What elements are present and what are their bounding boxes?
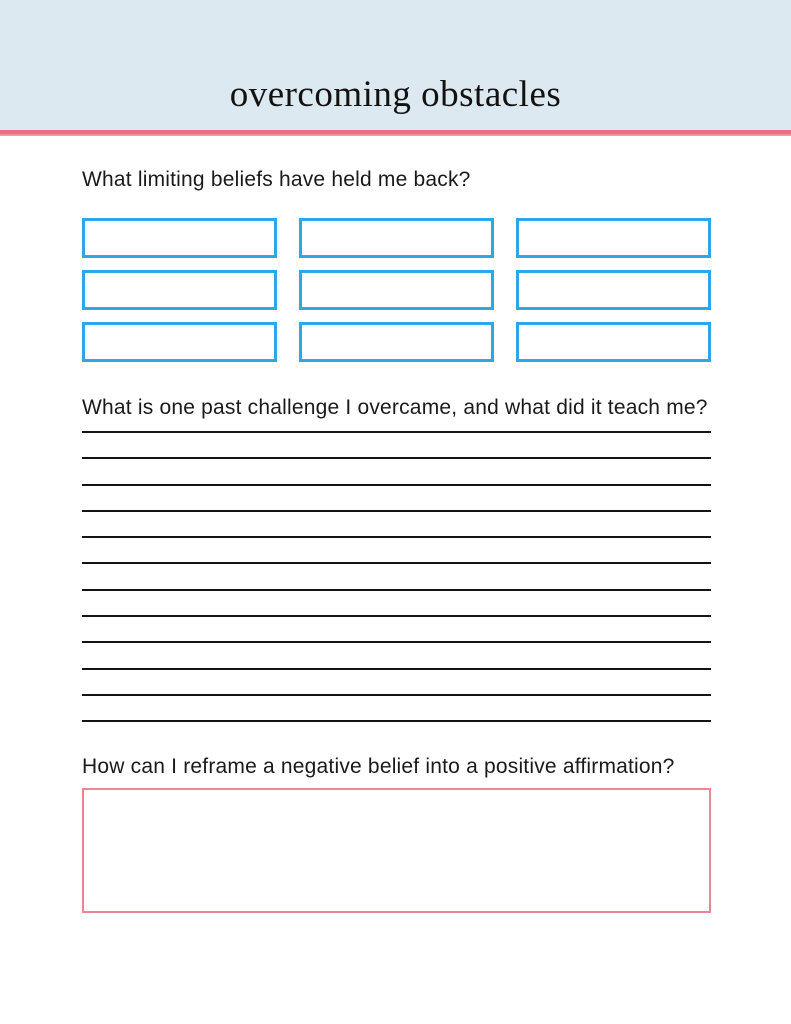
section-reframe [82,753,711,913]
belief-input-box[interactable] [82,322,277,362]
belief-input-box[interactable] [516,322,711,362]
belief-input-box[interactable] [516,218,711,258]
belief-input-box[interactable] [299,322,494,362]
question-past-challenge: What is one past challenge I overcame, and what did it teach me? [82,396,708,419]
writing-line[interactable] [82,457,711,483]
writing-line[interactable] [82,720,711,746]
writing-line[interactable] [82,536,711,562]
worksheet-content [0,166,791,913]
writing-line[interactable] [82,562,711,588]
belief-box-grid [82,218,711,362]
writing-line[interactable] [82,431,711,457]
section-limiting-beliefs [82,166,711,362]
belief-input-box[interactable] [82,270,277,310]
belief-input-box[interactable] [299,218,494,258]
belief-input-box[interactable] [299,270,494,310]
writing-line[interactable] [82,510,711,536]
writing-line[interactable] [82,694,711,720]
page-header [0,0,791,130]
belief-input-box[interactable] [516,270,711,310]
section-past-challenge [82,394,711,747]
belief-input-box[interactable] [82,218,277,258]
writing-line[interactable] [82,641,711,667]
writing-line[interactable] [82,589,711,615]
header-accent-rule [0,130,791,136]
writing-line[interactable] [82,668,711,694]
question-reframe: How can I reframe a negative belief into a positive affirmation? [82,754,675,778]
writing-line[interactable] [82,615,711,641]
writing-line[interactable] [82,484,711,510]
writing-lines [82,431,711,747]
affirmation-answer-box[interactable] [82,788,711,913]
question-limiting-beliefs: What limiting beliefs have held me back? [82,168,471,191]
page-title: overcoming obstacles [229,74,562,115]
